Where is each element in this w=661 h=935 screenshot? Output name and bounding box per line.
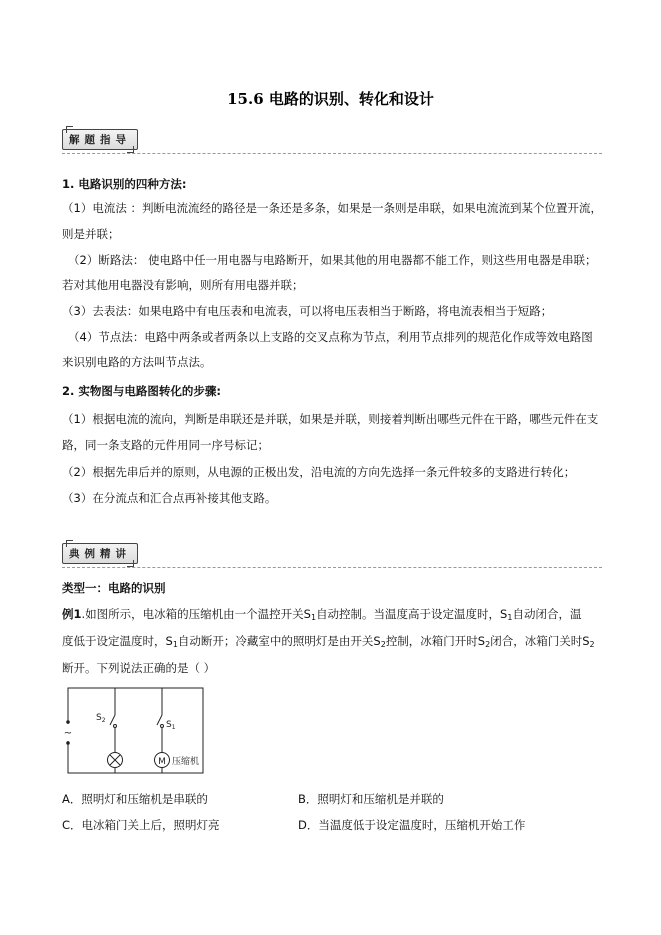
step-3-line-1: （3）在分流点和汇合点再补接其他支路。 (62, 491, 277, 505)
example-1-line-3: 断开。下列说法正确的是（ ） (62, 661, 216, 675)
page-title: 15.6 电路的识别、转化和设计 (227, 90, 434, 108)
method-4-line-1: （4）节点法：电路中两条或者两条以上支路的交叉点称为节点，利用节点排列的规范化作成等效电路图 (68, 330, 593, 344)
heading-conversion-steps: 2. 实物图与电路图转化的步骤: (62, 384, 221, 398)
method-3-line-1: （3）去表法：如果电路中有电压表和电流表，可以将电压表相当于断路，将电流表相当于短路； (62, 304, 553, 318)
lamp-icon (108, 753, 123, 768)
example-1-line-2: 度低于设定温度时，$S_1$自动断开；冷藏室中的照明灯是由开关$S_2$控制，冰箱门开时$S_2$闭合，冰箱门关时$S_2$ (62, 634, 595, 649)
method-1-line-2: 则是并联； (62, 227, 120, 241)
section-badge-examples: 典例精讲 (62, 543, 138, 564)
step-2-line-1: （2）根据先串后并的原则，从电源的正极出发，沿电流的方向先选择一条元件较多的支路进行转化； (62, 465, 576, 479)
option-b: B．照明灯和压缩机是并联的 (298, 792, 444, 806)
step-1-line-2: 路，同一条支路的元件用同一序号标记； (62, 438, 269, 452)
switch-s2-label: $S_2$ (96, 713, 106, 724)
heading-circuit-identification: 1. 电路识别的四种方法: (62, 177, 187, 191)
switch-s2 (110, 715, 115, 725)
switch-s1-label: $S_1$ (166, 720, 176, 731)
type-heading: 类型一：电路的识别 (62, 581, 166, 595)
divider (62, 567, 602, 568)
compressor-label: 压缩机 (172, 757, 200, 767)
switch-s1 (157, 715, 162, 725)
ac-source-symbol: ~ (63, 728, 73, 739)
option-a: A．照明灯和压缩机是串联的 (62, 792, 208, 806)
motor-label: M (158, 757, 166, 767)
option-d: D．当温度低于设定温度时，压缩机开始工作 (298, 818, 526, 832)
option-c: C．电冰箱门关上后，照明灯亮 (62, 818, 220, 832)
method-1-line-1: （1）电流法 ：判断电流流经的路径是一条还是多条，如果是一条则是串联，如果电流流到某个位置开流， (62, 201, 602, 215)
method-2-line-1: （2）断路法： 使电路中任一用电器与电路断开，如果其他的用电器都不能工作，则这些用电器是串联； (68, 253, 597, 267)
method-4-line-2: 来识别电路的方法叫节点法。 (62, 355, 212, 369)
section-badge-guidance: 解题指导 (62, 129, 138, 150)
method-2-line-2: 若对其他用电器没有影响，则所有用电器并联； (62, 278, 304, 292)
divider (62, 153, 602, 154)
example-1-line-1: 例1.如图所示，电冰箱的压缩机由一个温控开关$S_1$自动控制。当温度高于设定温度时，$S_1$自动闭合，温 (62, 607, 582, 622)
example-label: 例1 (62, 607, 82, 621)
step-1-line-1: （1）根据电流的流向，判断是串联还是并联，如果是并联，则接着判断出哪些元件在干路，哪些元件在支 (62, 412, 599, 426)
circuit-diagram (60, 685, 240, 785)
